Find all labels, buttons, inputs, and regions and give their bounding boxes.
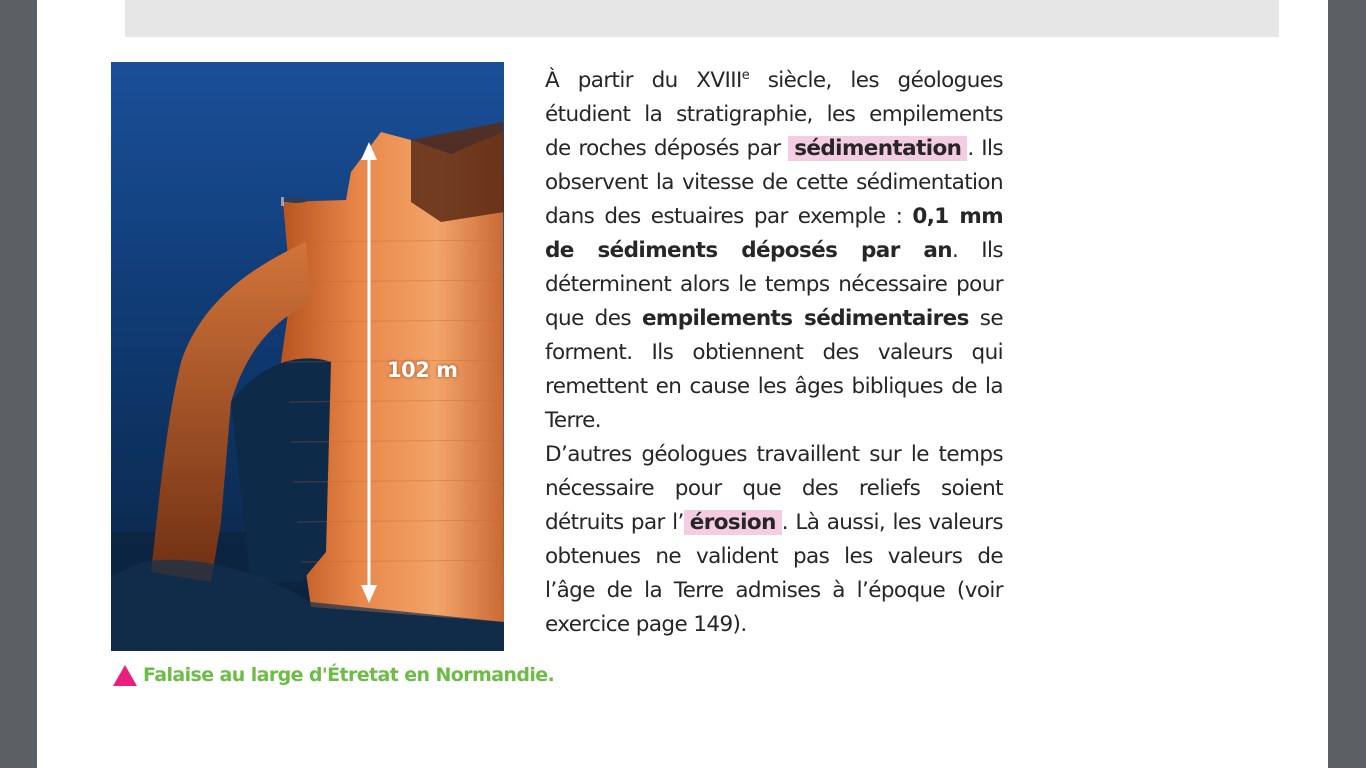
text-segment: . Là aussi, les valeurs obtenues ne valident pas les valeurs de l’âge de la Terre admises à l’époque (voir exercice page 149). bbox=[545, 510, 1003, 638]
century-superscript: e bbox=[741, 68, 750, 83]
document-page[interactable] bbox=[37, 0, 1328, 768]
term-sedimentation[interactable]: sédimentation bbox=[788, 136, 967, 161]
term-empilements-sedimentaires: empilements sédimentaires bbox=[641, 306, 969, 332]
etretat-cliff-illustration bbox=[111, 62, 504, 651]
viewer-right-margin bbox=[1328, 0, 1366, 768]
text-segment: se forment. Ils obtiennent des valeurs qui remettent en cause les âges bibliques de la Terre. bbox=[545, 306, 1003, 434]
paragraph-erosion bbox=[545, 438, 1003, 642]
text-segment: . Ils observent la vitesse de cette sédimentation dans des estuaires par exemple : bbox=[545, 136, 1003, 230]
triangle-marker-icon bbox=[113, 665, 137, 686]
text-intro: À partir du XVIII bbox=[545, 68, 742, 94]
text-segment: D’autres géologues travaillent sur le temps nécessaire pour que des reliefs soient détruits par l’ bbox=[545, 442, 1003, 536]
text-segment: . Ils déterminent alors le temps nécessaire pour que des bbox=[545, 238, 1004, 332]
text-segment: siècle, les géologues étudient la stratigraphie, les empilements de roches déposés par bbox=[545, 68, 1003, 162]
paragraph-sedimentation bbox=[545, 59, 1003, 438]
term-erosion[interactable]: érosion bbox=[684, 510, 782, 535]
sedimentation-rate: 0,1 mm de sédiments déposés par an bbox=[545, 204, 1003, 264]
body-text bbox=[545, 59, 1003, 642]
page-header-band bbox=[125, 0, 1279, 37]
figure-caption bbox=[113, 664, 554, 686]
cliff-height-label: 102 m bbox=[387, 358, 458, 382]
viewer-left-margin bbox=[0, 0, 37, 768]
caption-text: Falaise au large d'Étretat en Normandie. bbox=[143, 664, 555, 686]
cliff-photo bbox=[111, 62, 504, 651]
